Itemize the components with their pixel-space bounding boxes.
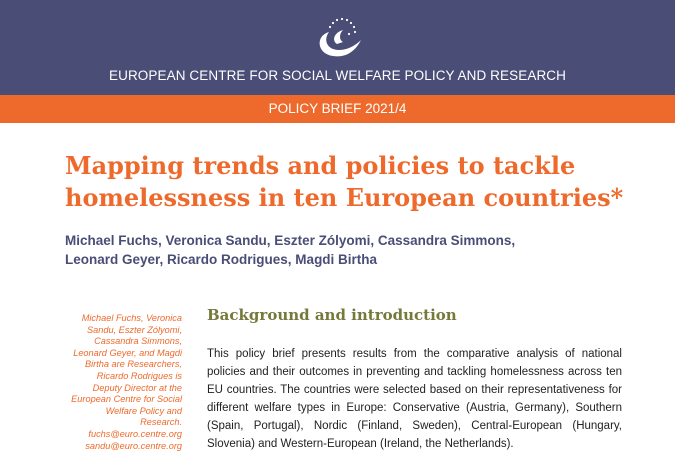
authors-line-1: Michael Fuchs, Veronica Sandu, Eszter Zólyomi, Cassandra Simmons,	[65, 233, 516, 248]
author-affiliation-note	[66, 313, 182, 452]
council-of-europe-logo-icon	[313, 14, 365, 64]
policy-brief-label: POLICY BRIEF 2021/4	[268, 101, 407, 116]
title-line-1: Mapping trends and policies to tackle	[65, 151, 576, 180]
authors-line-2: Leonard Geyer, Ricardo Rodrigues, Magdi Birtha	[65, 252, 378, 267]
org-name: EUROPEAN CENTRE FOR SOCIAL WELFARE POLICY AND RESEARCH	[109, 68, 566, 83]
page-title	[65, 150, 655, 214]
authors	[65, 231, 625, 269]
intro-paragraph: This policy brief presents results from the comparative analysis of national policies and their outcomes in preventing and tackling homelessness across ten EU countries. The countries were selected based on their representativeness for different welfare types in Europe: Conservative (Austria, Germany), Southern (Spain, Portugal), Nordic (Finland, Sweden), Central-European (Hungary, Slovenia) and Western-European (Ireland, the Netherlands).	[207, 348, 622, 450]
affiliation-text: Michael Fuchs, Veronica Sandu, Eszter Zólyomi, Cassandra Simmons, Leonard Geyer, and Magdi Birtha are Researchers, Ricardo Rodrigues is Deputy Director at the European Centre for Social Welfare Policy and Research.	[71, 313, 182, 428]
email-link-sandu[interactable]: sandu@euro.centre.org	[85, 440, 182, 451]
email-link-fuchs[interactable]: fuchs@euro.centre.org	[88, 428, 182, 439]
title-line-2: homelessness in ten European countries*	[65, 183, 624, 212]
section-heading: Background and introduction	[207, 306, 457, 324]
